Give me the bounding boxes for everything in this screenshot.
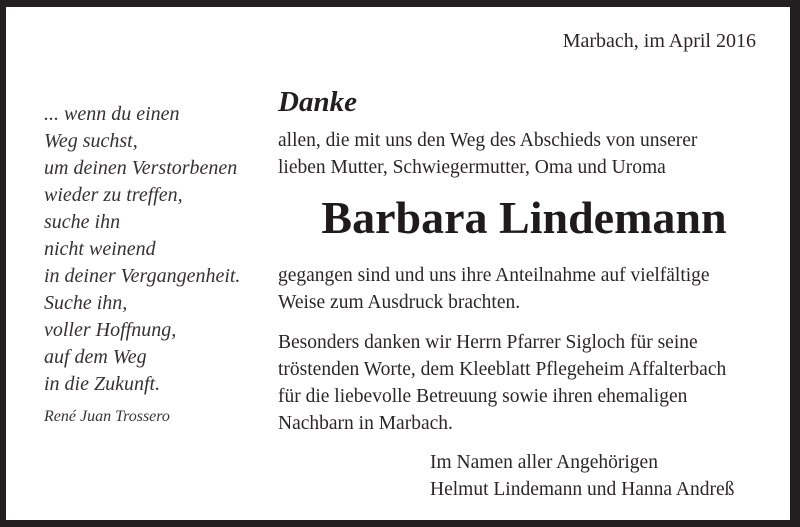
paragraph-line: für die liebevolle Betreuung sowie ihren ehemaligen	[278, 386, 688, 407]
poem-line: auf dem Weg	[44, 346, 147, 368]
intro-line: allen, die mit uns den Weg des Abschieds von unserer	[278, 130, 698, 151]
paragraph-line: Besonders danken wir Herrn Pfarrer Sigloch für seine	[278, 332, 698, 353]
closing-signature	[430, 449, 734, 503]
paragraph-line: Nachbarn in Marbach.	[278, 413, 453, 434]
poem-line: Weg suchst,	[44, 130, 138, 152]
notice-sheet	[6, 7, 790, 520]
memorial-poem	[44, 101, 240, 430]
paragraph-line: tröstenden Worte, dem Kleeblatt Pflegeheim Affalterbach	[278, 359, 727, 380]
deceased-name: Barbara Lindemann	[321, 192, 727, 243]
intro-line: lieben Mutter, Schwiegermutter, Oma und Uroma	[278, 157, 666, 178]
poem-line: um deinen Verstorbenen	[44, 157, 238, 179]
closing-line: Helmut Lindemann und Hanna Andreß	[430, 479, 735, 500]
poem-line: wieder zu treffen,	[44, 184, 183, 206]
poem-line: voller Hoffnung,	[44, 319, 177, 341]
poem-line: ... wenn du einen	[44, 103, 180, 125]
poem-line: suche ihn	[44, 211, 121, 233]
special-thanks-paragraph	[278, 329, 726, 437]
acknowledgement-paragraph	[278, 262, 710, 316]
dateline: Marbach, im April 2016	[562, 30, 756, 52]
thanks-heading: Danke	[278, 86, 357, 118]
poem-line: in die Zukunft.	[44, 373, 161, 395]
intro-paragraph	[278, 127, 697, 181]
poem-author: René Juan Trossero	[44, 408, 170, 425]
paragraph-line: gegangen sind und uns ihre Anteilnahme auf vielfältige	[278, 265, 710, 286]
poem-line: in deiner Vergangenheit.	[44, 265, 241, 287]
poem-line: nicht weinend	[44, 238, 156, 260]
closing-line: Im Namen aller Angehörigen	[430, 452, 658, 473]
poem-line: Suche ihn,	[44, 292, 128, 314]
paragraph-line: Weise zum Ausdruck brachten.	[278, 292, 521, 313]
